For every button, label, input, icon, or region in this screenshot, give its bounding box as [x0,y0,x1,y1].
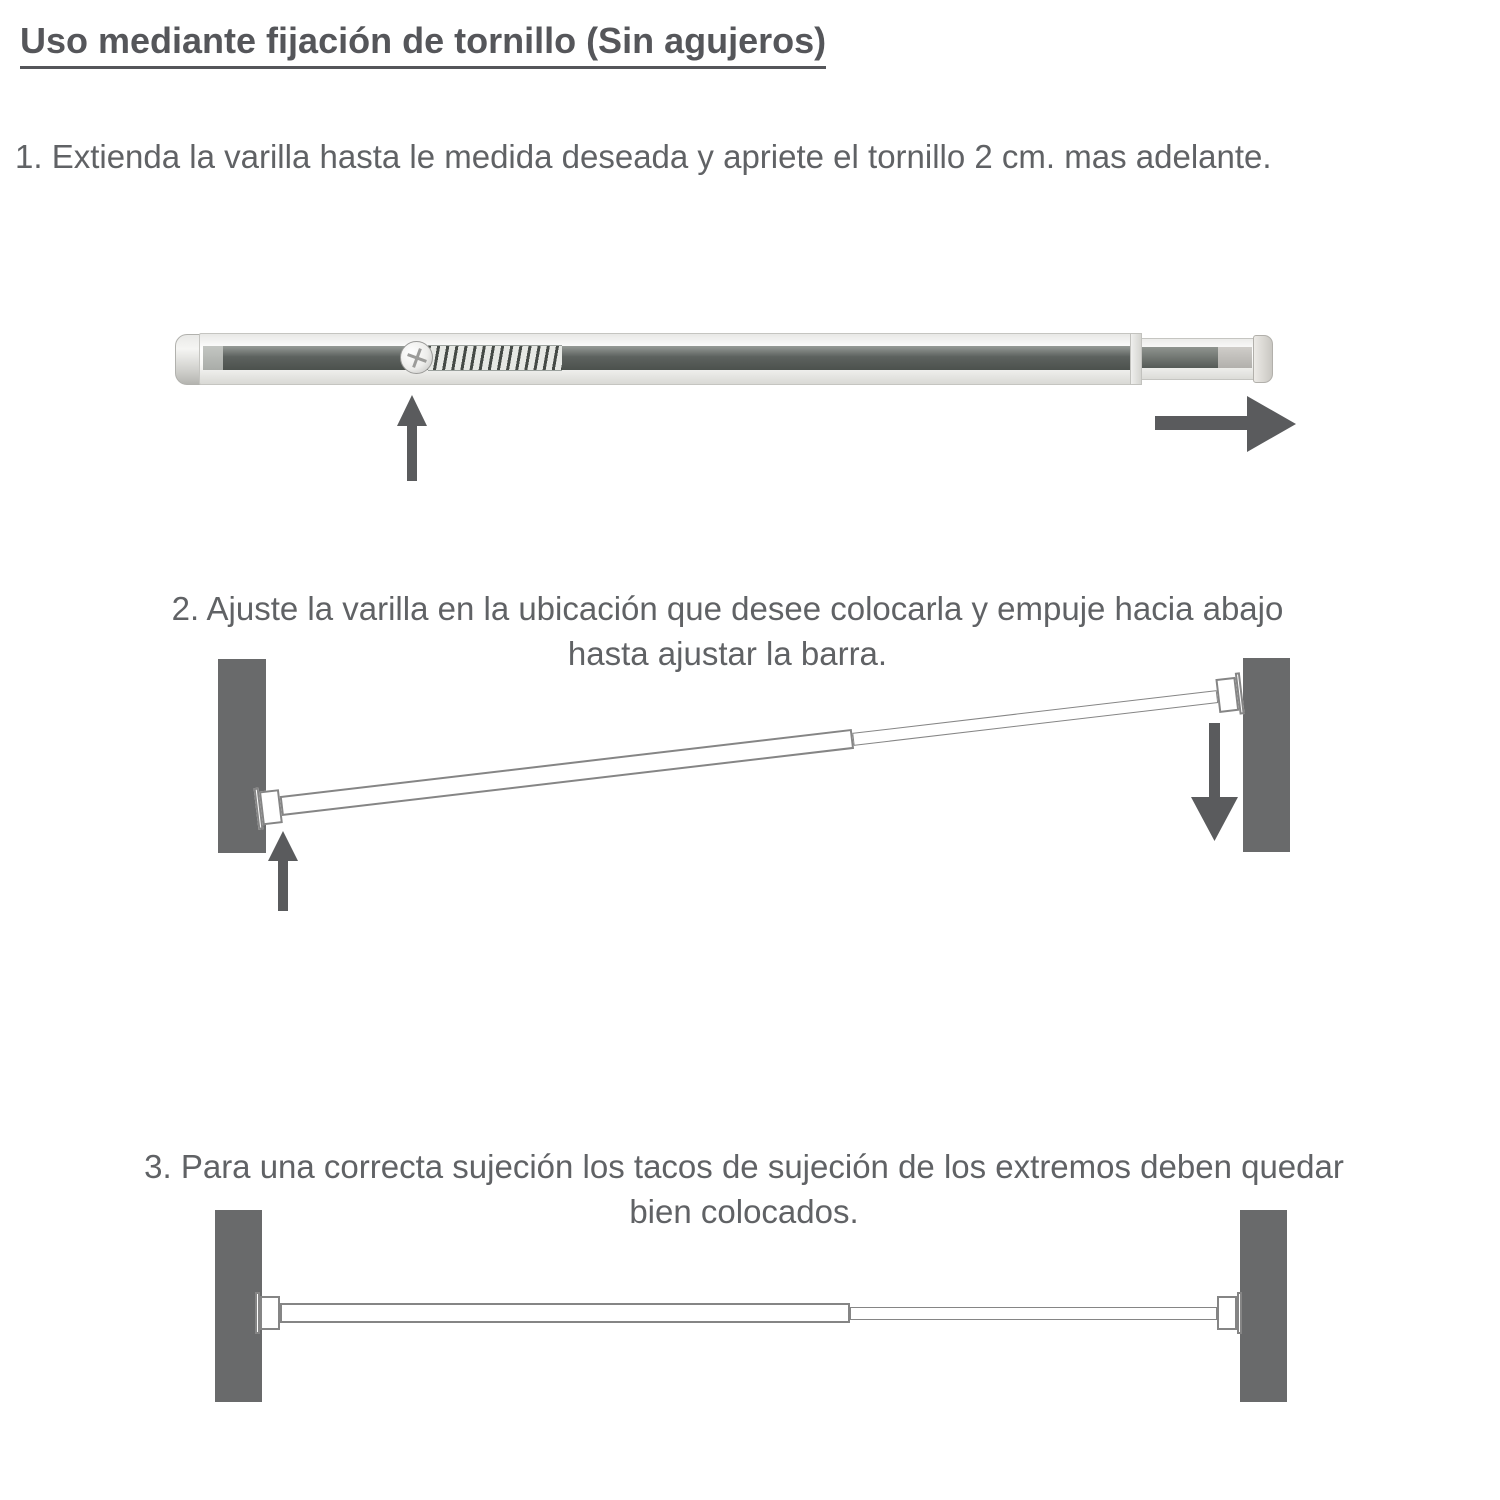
right-arrow-icon [1155,396,1296,454]
rod-end-cap-right [1253,335,1273,383]
rod-inner-shaft-right [1140,347,1218,368]
rod-end-cap-left [259,789,283,825]
up-arrow-icon [396,395,428,481]
step3-line2: bien colocados. [629,1193,859,1230]
rod-thin-tube [852,690,1218,746]
rod-end-cap-left [260,1296,280,1330]
rod-outline-diagram [253,670,1245,832]
step3-line1: 3. Para una correcta sujeción los tacos de sujeción de los extremos deben quedar [144,1148,1344,1185]
rod-thick-tube [280,1303,850,1323]
rod-telescope-joint [1130,333,1142,385]
rod-wall-pad-right [1237,1292,1242,1334]
rod-thick-tube [280,729,854,816]
rod-spring [428,345,562,371]
wall-block-right [1240,1210,1287,1402]
rod-inner-shaft [203,346,1137,370]
up-arrow-icon [267,831,299,911]
step1-instruction: 1. Extienda la varilla hasta le medida deseada y apriete el tornillo 2 cm. mas adelante. [15,138,1272,175]
step2-line2: hasta ajustar la barra. [567,635,888,672]
rod-inner-shaft-highlight [203,346,223,370]
rod-end-cap-right [1217,1296,1237,1330]
step2-line1: 2. Ajuste la varilla en la ubicación que desee colocarla y empuje hacia abajo [171,590,1284,627]
rod-inner-shaft-tip [1218,347,1252,368]
rod-outer-tube [199,333,1139,385]
page-title: Uso mediante fijación de tornillo (Sin agujeros) [20,20,826,69]
rod-narrow-tube [1139,338,1257,380]
rod-thin-tube [850,1307,1217,1320]
wall-block-right [1243,658,1290,852]
down-arrow-icon [1191,723,1238,841]
rod-outline-diagram [255,1290,1242,1336]
rod-screw [400,341,433,374]
